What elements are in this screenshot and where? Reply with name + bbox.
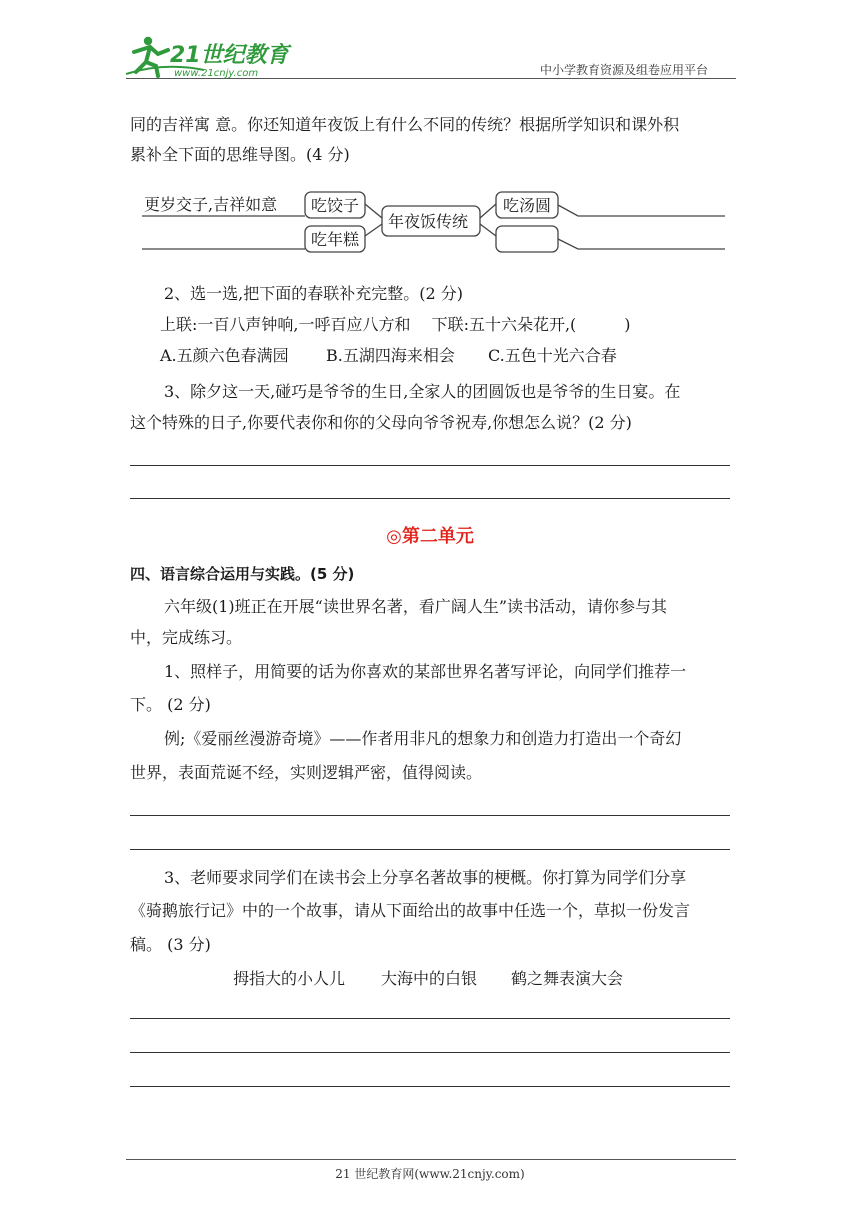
intro-line-1: 同的吉祥寓 意。你还知道年夜饭上有什么不同的传统？根据所学知识和课外积: [130, 115, 680, 134]
story-option: 拇指大的小人儿: [233, 969, 346, 988]
mind-map: [120, 186, 740, 262]
logo-text: 21世纪教育: [170, 43, 289, 68]
q2-option-c[interactable]: C.五色十光六合春: [488, 346, 617, 365]
answer-line[interactable]: [130, 815, 730, 816]
logo-url: www.21cnjy.com: [174, 68, 259, 79]
section-4-intro-1: 六年级(1)班正在开展“读世界名著，看广阔人生”读书活动，请你参与其: [164, 597, 668, 616]
story-option: 鹤之舞表演大会: [511, 969, 624, 988]
answer-line[interactable]: [130, 1018, 730, 1019]
answer-line[interactable]: [130, 498, 730, 499]
section-4-title: 四、语言综合运用与实践。(5 分): [130, 565, 355, 583]
mindmap-center: 年夜饭传统: [388, 212, 469, 231]
s4-q3-line-3: 稿。 (3 分): [130, 935, 211, 954]
site-logo: [124, 32, 294, 80]
footer-divider: [126, 1159, 736, 1160]
q2-couplet: 上联:一百八声钟响,一呼百应八方和 下联:五十六朵花开,( ): [160, 315, 631, 334]
answer-line[interactable]: [130, 849, 730, 850]
s4-example-2: 世界，表面荒诞不经，实则逻辑严密，值得阅读。: [130, 763, 483, 782]
answer-line[interactable]: [130, 1052, 730, 1053]
s4-q3-line-2: 《骑鹅旅行记》中的一个故事，请从下面给出的故事中任选一个，草拟一份发言: [130, 901, 691, 920]
s4-q1-line-2: 下。 (2 分): [130, 695, 211, 714]
s4-q1-line-1: 1、照样子，用简要的话为你喜欢的某部世界名著写评论，向同学们推荐一: [164, 662, 687, 681]
footer-text: 21 世纪教育网(www.21cnjy.com): [335, 1167, 525, 1181]
mindmap-node-niangao: 吃年糕: [311, 230, 360, 249]
s4-q3-line-1: 3、老师要求同学们在读书会上分享名著故事的梗概。你打算为同学们分享: [164, 868, 687, 887]
mindmap-meaning-dumplings: 更岁交子,吉祥如意: [144, 195, 278, 214]
unit-title: ◎第二单元: [386, 526, 474, 547]
intro-line-2: 累补全下面的思维导图。(4 分): [130, 145, 350, 164]
q2-option-b[interactable]: B.五湖四海来相会: [326, 346, 455, 365]
platform-name: 中小学教育资源及组卷应用平台: [540, 63, 709, 77]
s4-example-1: 例;《爱丽丝漫游奇境》——作者用非凡的想象力和创造力打造出一个奇幻: [164, 729, 682, 748]
header-divider: [126, 78, 736, 79]
answer-line[interactable]: [130, 465, 730, 466]
answer-line[interactable]: [130, 1086, 730, 1087]
q3-line-1: 3、除夕这一天,碰巧是爷爷的生日,全家人的团圆饭也是爷爷的生日宴。在: [164, 382, 681, 401]
story-option: 大海中的白银: [381, 969, 478, 988]
q3-line-2: 这个特殊的日子,你要代表你和你的父母向爷爷祝寿,你想怎么说？(2 分): [130, 413, 632, 432]
section-4-intro-2: 中，完成练习。: [130, 628, 243, 647]
mindmap-node-dumplings: 吃饺子: [311, 196, 360, 215]
q2-prompt: 2、选一选,把下面的春联补充完整。(2 分): [164, 284, 464, 303]
mindmap-node-tangyuan: 吃汤圆: [503, 196, 552, 215]
q2-option-a[interactable]: A.五颜六色春满园: [160, 346, 289, 365]
